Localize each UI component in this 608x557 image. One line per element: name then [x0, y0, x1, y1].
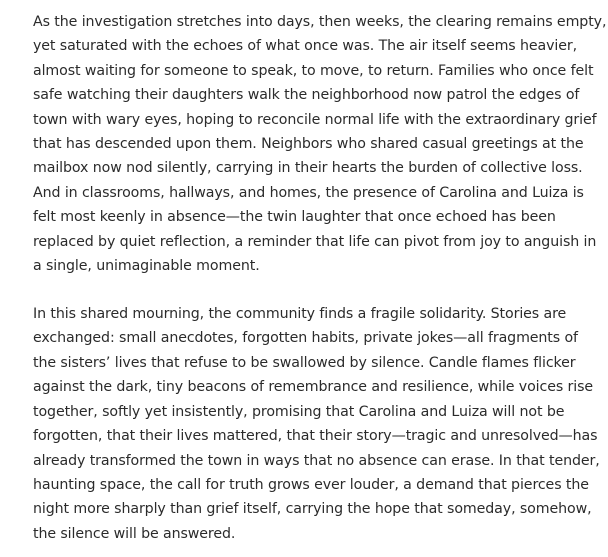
text-line: And in classrooms, hallways, and homes, the presence of Carolina and Luiza is — [33, 184, 584, 201]
text-line: together, softly yet insistently, promising that Carolina and Luiza will not be — [33, 403, 565, 420]
text-line: yet saturated with the echoes of what once was. The air itself seems heavier, — [33, 38, 578, 55]
text-line: the sisters’ lives that refuse to be swallowed by silence. Candle flames flicker — [33, 354, 576, 371]
text-line: haunting space, the call for truth grows ever louder, a demand that pierces the — [33, 476, 589, 493]
text-line: a single, unimaginable moment. — [33, 258, 260, 275]
text-line: In this shared mourning, the community finds a fragile solidarity. Stories are — [33, 306, 567, 323]
text-line: night more sharply than grief itself, carrying the hope that someday, somehow, — [33, 501, 592, 518]
text-line: replaced by quiet reflection, a reminder that life can pivot from joy to anguish in — [33, 233, 597, 250]
text-line: safe watching their daughters walk the neighborhood now patrol the edges of — [33, 87, 580, 104]
text-line: the silence will be answered. — [33, 525, 236, 542]
text-line: already transformed the town in ways that no absence can erase. In that tender, — [33, 452, 600, 469]
paragraph-2 — [33, 302, 600, 546]
text-line: forgotten, that their lives mattered, that their story—tragic and unresolved—has — [33, 428, 598, 445]
text-line: town with wary eyes, hoping to reconcile normal life with the extraordinary grief — [33, 111, 597, 128]
text-line: exchanged: small anecdotes, forgotten habits, private jokes—all fragments of — [33, 330, 578, 347]
text-line: that has descended upon them. Neighbors who shared casual greetings at the — [33, 136, 584, 153]
paragraph-1 — [33, 10, 607, 278]
text-line: As the investigation stretches into days, then weeks, the clearing remains empty, — [33, 14, 607, 30]
text-line: against the dark, tiny beacons of remembrance and resilience, while voices rise — [33, 379, 594, 396]
article-body — [33, 10, 607, 546]
text-line: felt most keenly in absence—the twin laughter that once echoed has been — [33, 209, 556, 226]
text-line: mailbox now nod silently, carrying in their hearts the burden of collective loss. — [33, 160, 583, 177]
text-line: almost waiting for someone to speak, to move, to return. Families who once felt — [33, 62, 594, 79]
